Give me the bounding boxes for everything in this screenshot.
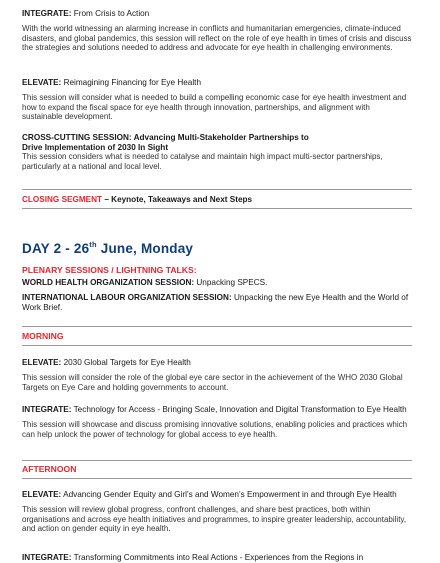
plenary-heading: PLENARY SESSIONS / LIGHTNING TALKS: <box>22 265 197 275</box>
session-label: INTEGRATE: <box>22 553 72 562</box>
session-description: This session will consider the role of the global eye care sector in the achievement of the WHO 2030 Global Targets on Eye Care and holding governments to account. <box>22 373 403 392</box>
session-integrate-technology <box>22 405 412 439</box>
session-description: This session will consider what is needed to build a compelling economic case for eye health investment and how to expand the fiscal space for eye health through innovation, partnerships, and alignment with sustainable development. <box>22 93 407 122</box>
divider <box>22 326 412 327</box>
session-integrate-commitments <box>22 553 412 563</box>
session-integrate-crisis <box>22 9 412 53</box>
morning-heading: MORNING <box>22 331 64 341</box>
session-title: Transforming Commitments into Real Actions - Experiences from the Regions in <box>73 553 364 562</box>
session-label: ELEVATE: <box>22 490 62 499</box>
closing-rest: – Keynote, Takeaways and Next Steps <box>102 195 253 204</box>
divider <box>22 478 412 479</box>
session-elevate-targets <box>22 358 412 392</box>
session-label: INTEGRATE: <box>22 9 72 18</box>
session-title: From Crisis to Action <box>73 9 150 18</box>
divider <box>22 189 412 190</box>
session-label: ELEVATE: <box>22 358 62 367</box>
plenary-ilo: INTERNATIONAL LABOUR ORGANIZATION SESSION: Unpacking the new Eye Health and the World of Work Brief. <box>22 293 409 312</box>
session-description: This session will showcase and discuss promising innovative solutions, enabling policies and practices which can help unlock the power of technology for global access to eye health. <box>22 420 408 439</box>
session-description: This session considers what is needed to catalyse and maintain high impact multi-sector partnerships, particularly at a national and local level. <box>22 152 383 171</box>
session-title: Advancing Multi-Stakeholder Partnerships to Drive Implementation of 2030 In Sight <box>22 133 309 152</box>
session-description: This session will review global progress, confront challenges, and share best practices, both within organisations and across eye health initiatives and programmes, to inspire greater leadership, accountability, and action on gender equity in eye health. <box>22 505 407 534</box>
session-title: Technology for Access - Bringing Scale, Innovation and Digital Transformation to Eye Health <box>73 405 407 414</box>
closing-label: CLOSING SEGMENT <box>22 195 103 204</box>
afternoon-heading: AFTERNOON <box>22 464 77 474</box>
divider <box>22 460 412 461</box>
session-title: Reimagining Financing for Eye Health <box>63 78 202 87</box>
session-label: ELEVATE: <box>22 78 62 87</box>
session-label: CROSS-CUTTING SESSION: <box>22 133 132 142</box>
plenary-who: WORLD HEALTH ORGANIZATION SESSION: Unpacking SPECS. <box>22 278 268 287</box>
session-cross-cutting-desc-wrap <box>22 152 412 171</box>
session-elevate-financing <box>22 78 412 122</box>
divider <box>22 208 412 209</box>
closing-segment <box>22 195 252 204</box>
session-elevate-gender <box>22 490 412 534</box>
session-title: Advancing Gender Equity and Girl’s and Women’s Empowerment in and through Eye Health <box>63 490 397 499</box>
session-label: INTEGRATE: <box>22 405 72 414</box>
session-description: With the world witnessing an alarming increase in conflicts and humanitarian emergencies, climate-induced disasters, and global pandemics, this session will reflect on the role of eye health in times of crisis and discuss the strategies and solutions needed to address and advocate for eye health in challenging environments. <box>22 24 412 53</box>
day-heading: DAY 2 - 26th June, Monday <box>22 240 194 256</box>
session-title: 2030 Global Targets for Eye Health <box>63 358 191 367</box>
session-cross-cutting <box>22 133 320 153</box>
divider <box>22 345 412 346</box>
